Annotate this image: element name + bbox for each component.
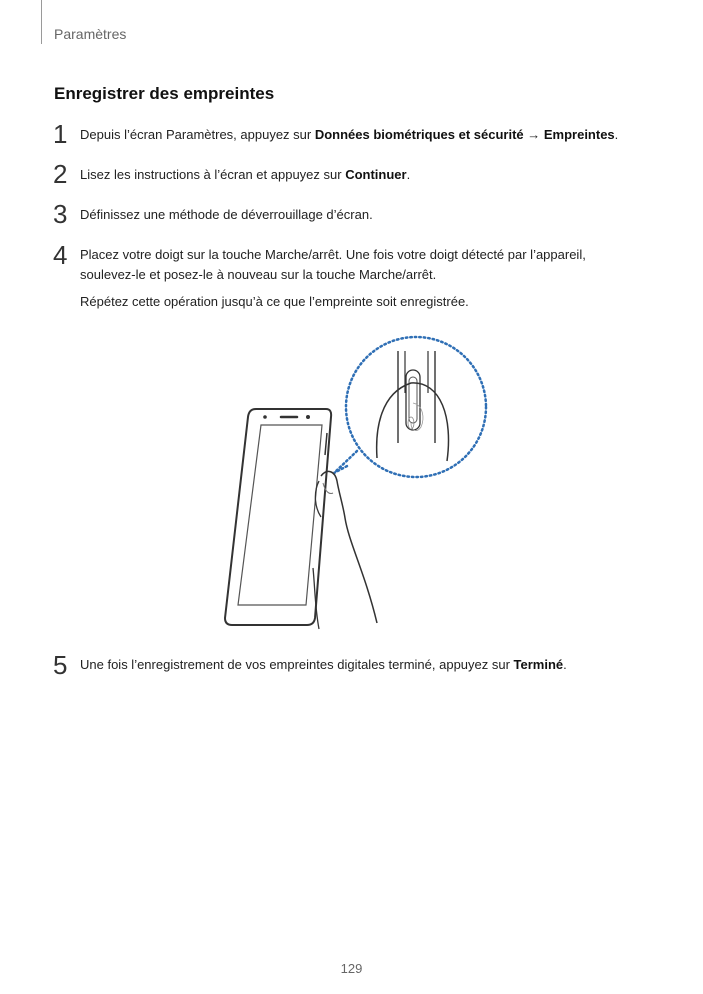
step-4-line-2: soulevez-le et posez-le à nouveau sur la touche Marche/arrêt. (80, 267, 437, 282)
step-text-3: Définissez une méthode de déverrouillage d’écran. (80, 207, 373, 222)
step-4-line-1: Placez votre doigt sur la touche Marche/arrêt. Une fois votre doigt détecté par l’appareil, (80, 247, 586, 262)
page-title: Enregistrer des empreintes (54, 84, 275, 103)
step-text-2: Lisez les instructions à l’écran et appuyez sur Continuer. (80, 167, 411, 182)
continue-label: Continuer (345, 167, 407, 182)
step-number-3: 3 (53, 199, 68, 229)
header-rule (41, 0, 42, 44)
step-4-note: Répétez cette opération jusqu’à ce que l’empreinte soit enregistrée. (80, 294, 469, 309)
step-number-1: 1 (53, 119, 68, 149)
step-number-5: 5 (53, 650, 68, 680)
done-label: Terminé (513, 657, 564, 672)
menu-path-fingerprints: Empreintes (543, 127, 615, 142)
step-text-4 (80, 245, 660, 285)
step-text-5: Une fois l’enregistrement de vos empreintes digitales terminé, appuyez sur Terminé. (80, 657, 567, 672)
step-text-1: Depuis l’écran Paramètres, appuyez sur Données biométriques et sécurité → Empreintes. (80, 127, 619, 142)
page-number: 129 (340, 961, 363, 976)
menu-path-biometrics: Données biométriques et sécurité (314, 127, 524, 142)
step-number-2: 2 (53, 159, 68, 189)
section-header: Paramètres (54, 26, 127, 42)
step-number-4: 4 (53, 240, 68, 270)
phone-fingerprint-illustration (215, 333, 495, 633)
zoom-callout (334, 337, 486, 477)
